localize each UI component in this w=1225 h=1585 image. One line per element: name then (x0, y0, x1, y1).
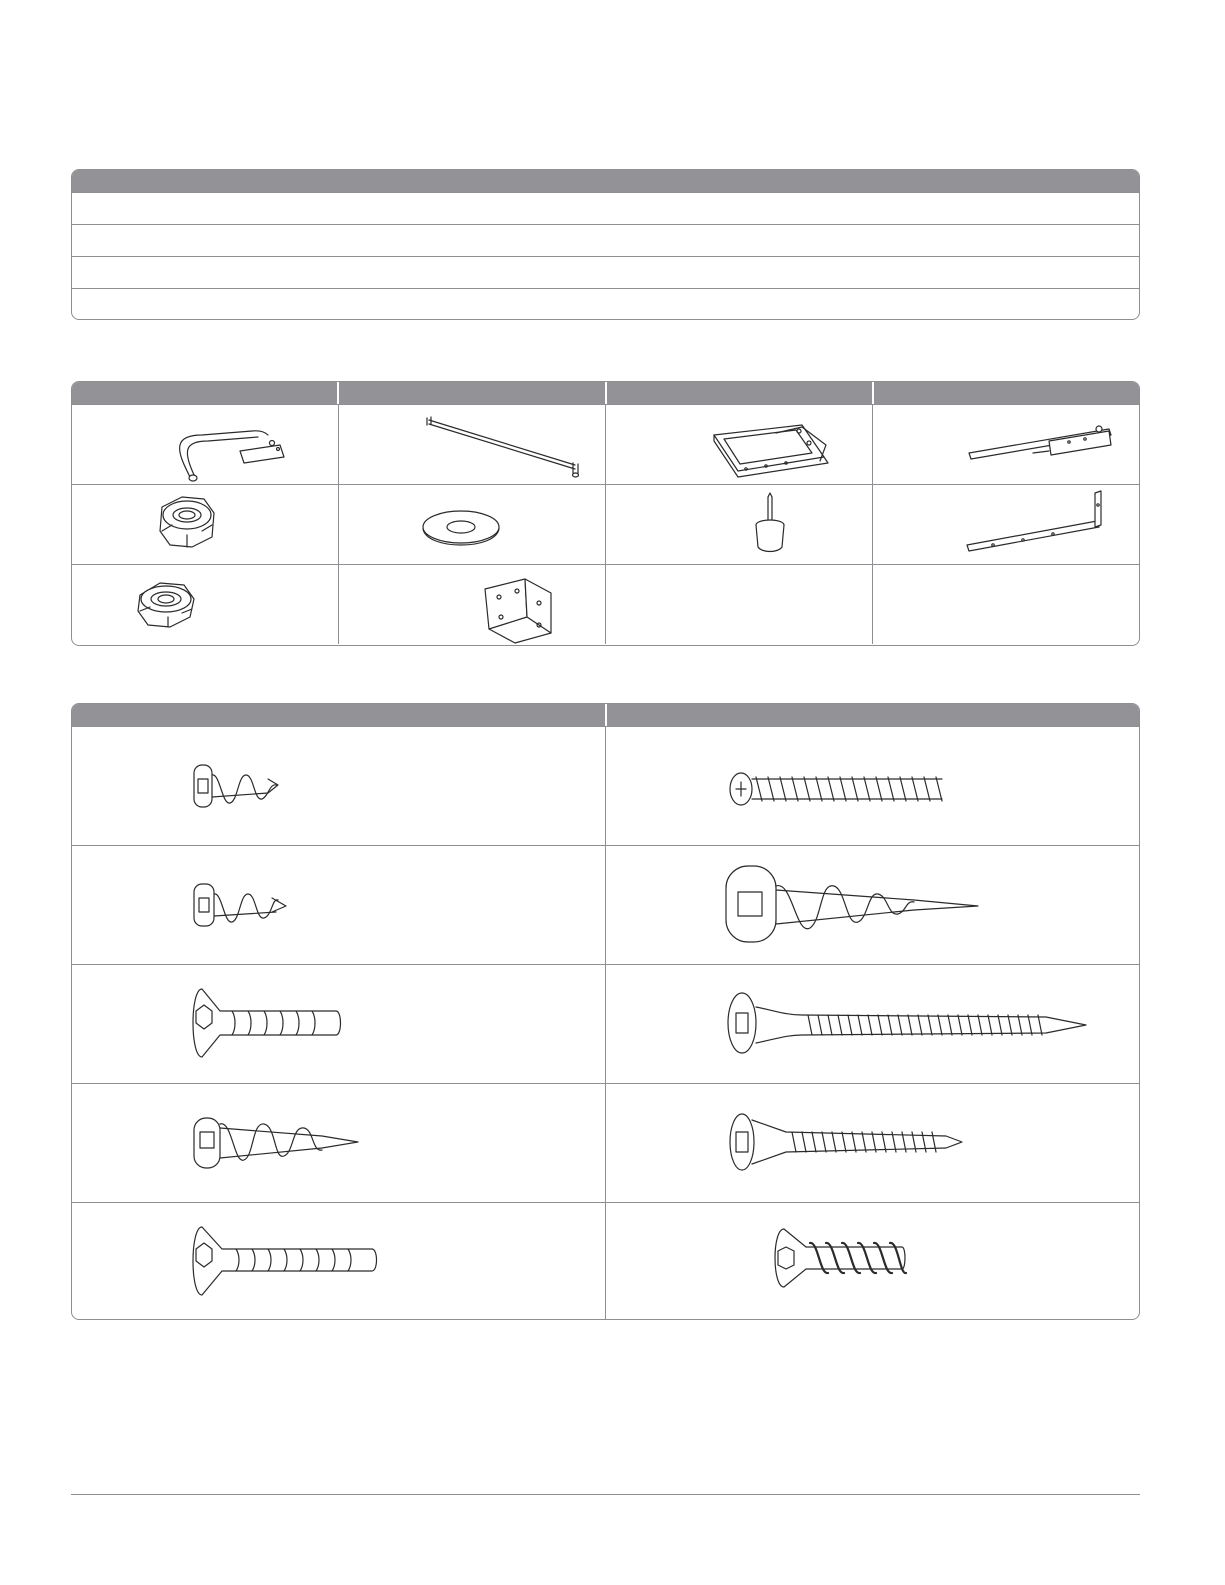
info-table-row (72, 256, 1139, 288)
long-wood-screw-icon (606, 965, 1140, 1084)
part-cell (339, 405, 606, 484)
info-table-header (72, 170, 1139, 192)
footer-rule (71, 1494, 1140, 1495)
hardware-cell (72, 1084, 606, 1202)
mounting-plate-icon (606, 405, 873, 485)
hardware-cell (72, 727, 606, 845)
short-pan-head-screw-icon (72, 727, 606, 846)
part-cell (72, 565, 339, 644)
part-cell (873, 485, 1139, 564)
hardware-cell (72, 846, 606, 964)
part-cell (606, 405, 873, 484)
parts-header-cell (72, 382, 339, 404)
hardware-cell (606, 1203, 1139, 1320)
parts-row (72, 484, 1139, 564)
parts-header-cell (607, 382, 874, 404)
parts-table-header (72, 382, 1139, 404)
hardware-cell (606, 1084, 1139, 1202)
short-pan-head-screw-icon (72, 846, 606, 965)
part-cell (339, 565, 606, 644)
handle-bracket-icon (72, 405, 339, 485)
info-table (71, 169, 1140, 320)
hardware-table (71, 703, 1140, 1320)
lock-nut-icon (72, 485, 339, 565)
info-table-header-cell (72, 170, 1139, 192)
parts-row (72, 404, 1139, 484)
cabinet-screw-icon (606, 1084, 1140, 1203)
part-cell (873, 405, 1139, 484)
long-flat-head-bolt-icon (72, 1203, 606, 1320)
hardware-header-cell (72, 704, 607, 726)
rod-icon (339, 405, 606, 485)
hardware-header-cell (607, 704, 1140, 726)
coarse-thread-screw-icon (72, 1084, 606, 1203)
part-cell (606, 485, 873, 564)
hardware-cell (606, 727, 1139, 845)
wall-anchor-screw-icon (606, 846, 1140, 965)
info-table-row (72, 192, 1139, 224)
parts-header-cell (874, 382, 1139, 404)
parts-row (72, 564, 1139, 644)
hardware-row (72, 1202, 1139, 1320)
part-cell (72, 485, 339, 564)
hardware-cell (606, 965, 1139, 1083)
hardware-cell (606, 846, 1139, 964)
part-cell-empty (606, 565, 873, 644)
parts-table (71, 381, 1140, 646)
nail-bumper-icon (606, 485, 873, 565)
lock-nut-icon (72, 565, 339, 645)
info-table-row (72, 224, 1139, 256)
info-table-row (72, 288, 1139, 320)
hardware-row (72, 845, 1139, 964)
long-phillips-screw-icon (606, 727, 1140, 846)
part-cell (339, 485, 606, 564)
hardware-cell (72, 1203, 606, 1320)
countersunk-screw-icon (606, 1203, 1140, 1320)
part-cell (72, 405, 339, 484)
hardware-row (72, 964, 1139, 1083)
hardware-table-header (72, 704, 1139, 726)
hardware-cell (72, 965, 606, 1083)
l-bracket-icon (339, 565, 606, 645)
hardware-row (72, 1083, 1139, 1202)
flat-washer-icon (339, 485, 606, 565)
part-cell-empty (873, 565, 1139, 644)
slotted-rail-icon (873, 405, 1140, 485)
angle-strip-icon (873, 485, 1140, 565)
parts-header-cell (339, 382, 606, 404)
flat-head-bolt-icon (72, 965, 606, 1084)
hardware-row (72, 726, 1139, 845)
